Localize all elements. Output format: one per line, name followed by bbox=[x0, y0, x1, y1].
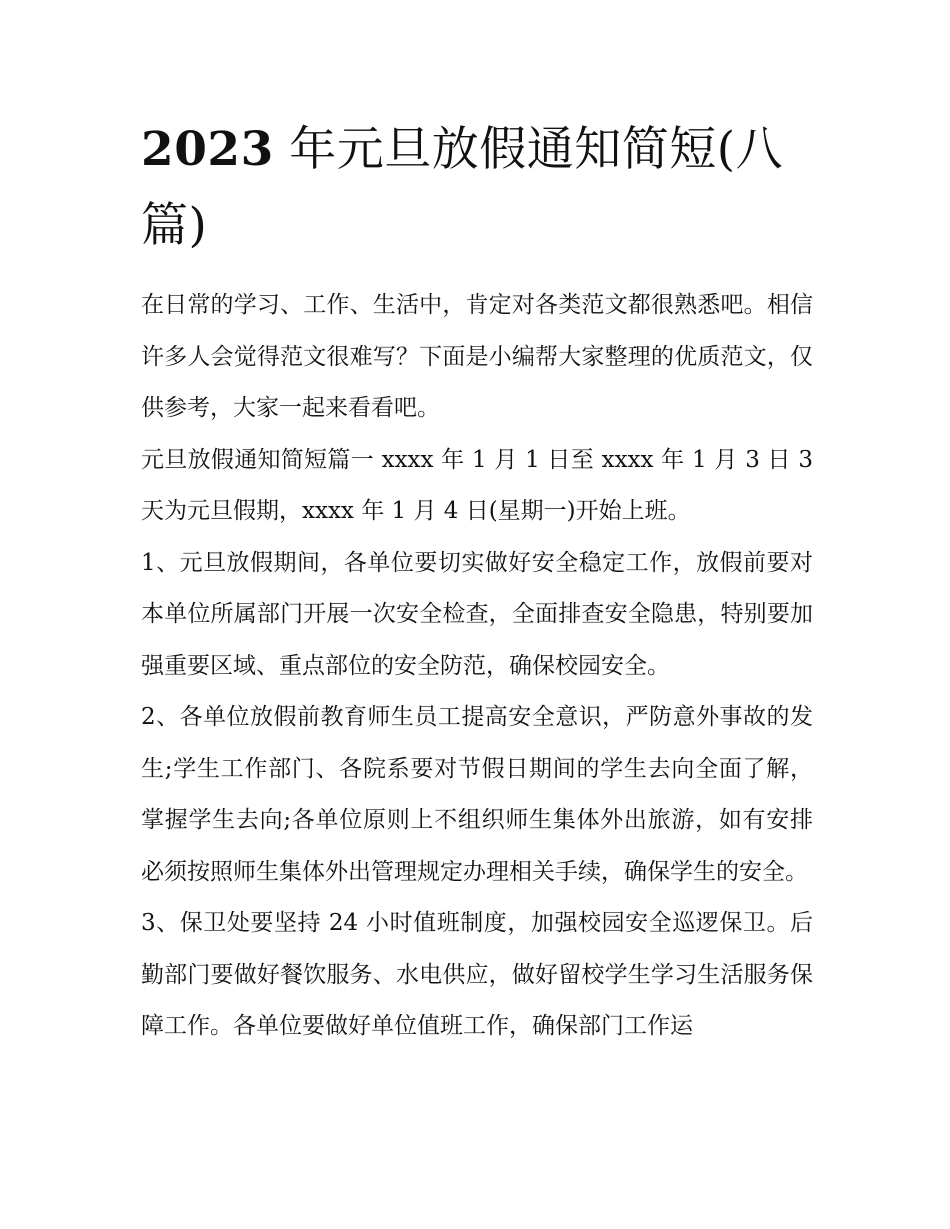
intro-paragraph: 在日常的学习、工作、生活中，肯定对各类范文都很熟悉吧。相信许多人会觉得范文很难写？下面是小编帮大家整理的优质范文，仅供参考，大家一起来看看吧。 bbox=[141, 292, 813, 421]
notice-paragraph: 元旦放假通知简短篇一 xxxx 年 1 月 1 日至 xxxx 年 1 月 3 日 3 天为元旦假期，xxxx 年 1 月 4 日(星期一)开始上班。 bbox=[141, 446, 813, 524]
document-content bbox=[141, 112, 813, 1053]
item-3-paragraph: 3、保卫处要坚持 24 小时值班制度，加强校园安全巡逻保卫。后勤部门要做好餐饮服务、水电供应，做好留校学生学习生活服务保障工作。各单位要做好单位值班工作，确保部门工作运 bbox=[141, 910, 813, 1039]
title-year: 2023 bbox=[141, 122, 274, 177]
document-title bbox=[141, 112, 813, 264]
document-body bbox=[141, 280, 813, 1053]
item-1-paragraph: 1、元旦放假期间，各单位要切实做好安全稳定工作，放假前要对本单位所属部门开展一次安全检查，全面排查安全隐患，特别要加强重要区域、重点部位的安全防范，确保校园安全。 bbox=[141, 549, 813, 679]
title-text: 年元旦放假通知简短(八篇) bbox=[141, 122, 784, 253]
item-2-paragraph: 2、各单位放假前教育师生员工提高安全意识，严防意外事故的发生;学生工作部门、各院系要对节假日期间的学生去向全面了解，掌握学生去向;各单位原则上不组织师生集体外出旅游，如有安排必须按照师生集体外出管理规定办理相关手续，确保学生的安全。 bbox=[141, 704, 813, 885]
